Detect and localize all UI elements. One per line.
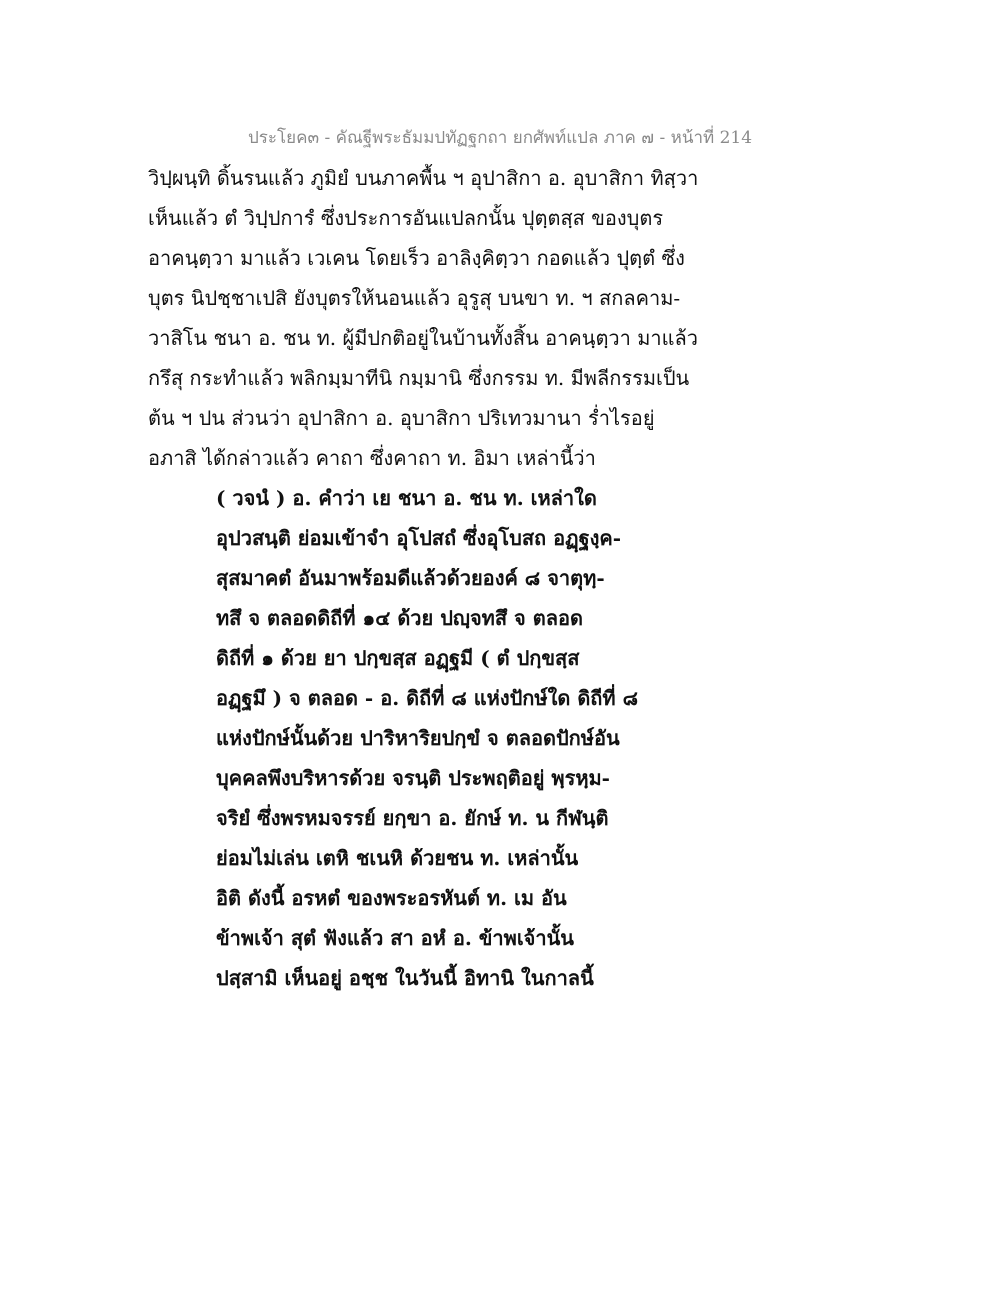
verse-line: อิติ ดังนี้ อรหตํ ของพระอรหันต์ ท. เม อัน xyxy=(216,886,567,910)
body-paragraph xyxy=(148,158,708,478)
verse-line: ข้าพเจ้า สุตํ ฟังแล้ว สา อหํ อ. ข้าพเจ้านั้น xyxy=(216,926,574,950)
verse-line: ( วจนํ ) อ. คำว่า เย ชนา อ. ชน ท. เหล่าใด xyxy=(216,486,597,510)
verse-block xyxy=(216,478,636,998)
body-line: เห็นแล้ว ตํ วิปฺปการํ ซึ่งประการอันแปลกนั้น ปุตฺตสฺส ของบุตร xyxy=(148,206,664,230)
verse-line: ย่อมไม่เล่น เตหิ ชเนหิ ด้วยชน ท. เหล่านั้น xyxy=(216,846,579,870)
verse-line: แห่งปักษ์นั้นด้วย ปาริหาริยปกฺขํ จ ตลอดปักษ์อัน xyxy=(216,726,620,750)
page-header: ประโยค๓ - คัณฐีพระธัมมปทัฏฐกถา ยกศัพท์แปล ภาค ๗ - หน้าที่ 214 xyxy=(247,128,753,148)
verse-line: จริยํ ซึ่งพรหมจรรย์ ยกฺขา อ. ยักษ์ ท. น กีฬนฺติ xyxy=(216,806,609,830)
verse-line: สุสมาคตํ อันมาพร้อมดีแล้วด้วยองค์ ๘ จาตุทฺ- xyxy=(216,566,605,590)
body-line: บุตร นิปชฺชาเปสิ ยังบุตรให้นอนแล้ว อุรูสุ บนขา ท. ฯ สกลคาม- xyxy=(148,286,681,310)
verse-line: ดิถีที่ ๑ ด้วย ยา ปกฺขสฺส อฏฺฐมี ( ตํ ปกฺขสฺส xyxy=(216,646,580,670)
body-line: วาสิโน ชนา อ. ชน ท. ผู้มีปกติอยู่ในบ้านทั้งสิ้น อาคนฺตฺวา มาแล้ว xyxy=(148,326,699,350)
verse-line: ทสึ จ ตลอดดิถีที่ ๑๔ ด้วย ปญฺจทสึ จ ตลอด xyxy=(216,606,583,630)
body-line: วิปฺผนฺทิ ดิ้นรนแล้ว ภูมิยํ บนภาคพื้น ฯ อุปาสิกา อ. อุบาสิกา ทิสฺวา xyxy=(148,166,699,190)
verse-line: อฏฺฐมึ ) จ ตลอด - อ. ดิถีที่ ๘ แห่งปักษ์ใด ดิถีที่ ๘ xyxy=(216,686,638,710)
body-line: ต้น ฯ ปน ส่วนว่า อุปาสิกา อ. อุบาสิกา ปริเทวมานา ร่ำไรอยู่ xyxy=(148,406,655,430)
verse-line: อุปวสนฺติ ย่อมเข้าจำ อุโปสถํ ซึ่งอุโบสถ อฏฺฐงฺค- xyxy=(216,526,622,550)
body-line: อภาสิ ได้กล่าวแล้ว คาถา ซึ่งคาถา ท. อิมา เหล่านี้ว่า xyxy=(148,446,596,470)
verse-line: บุคคลพึงบริหารด้วย จรนฺติ ประพฤติอยู่ พฺรหฺม- xyxy=(216,766,610,790)
body-line: กรึสุ กระทำแล้ว พลิกมฺมาทีนิ กมฺมานิ ซึ่งกรรม ท. มีพลีกรรมเป็น xyxy=(148,366,690,390)
verse-line: ปสฺสามิ เห็นอยู่ อชฺช ในวันนี้ อิทานิ ในกาลนี้ xyxy=(216,966,594,990)
body-line: อาคนฺตฺวา มาแล้ว เวเคน โดยเร็ว อาลิงฺคิตฺวา กอดแล้ว ปุตฺตํ ซึ่ง xyxy=(148,246,685,270)
